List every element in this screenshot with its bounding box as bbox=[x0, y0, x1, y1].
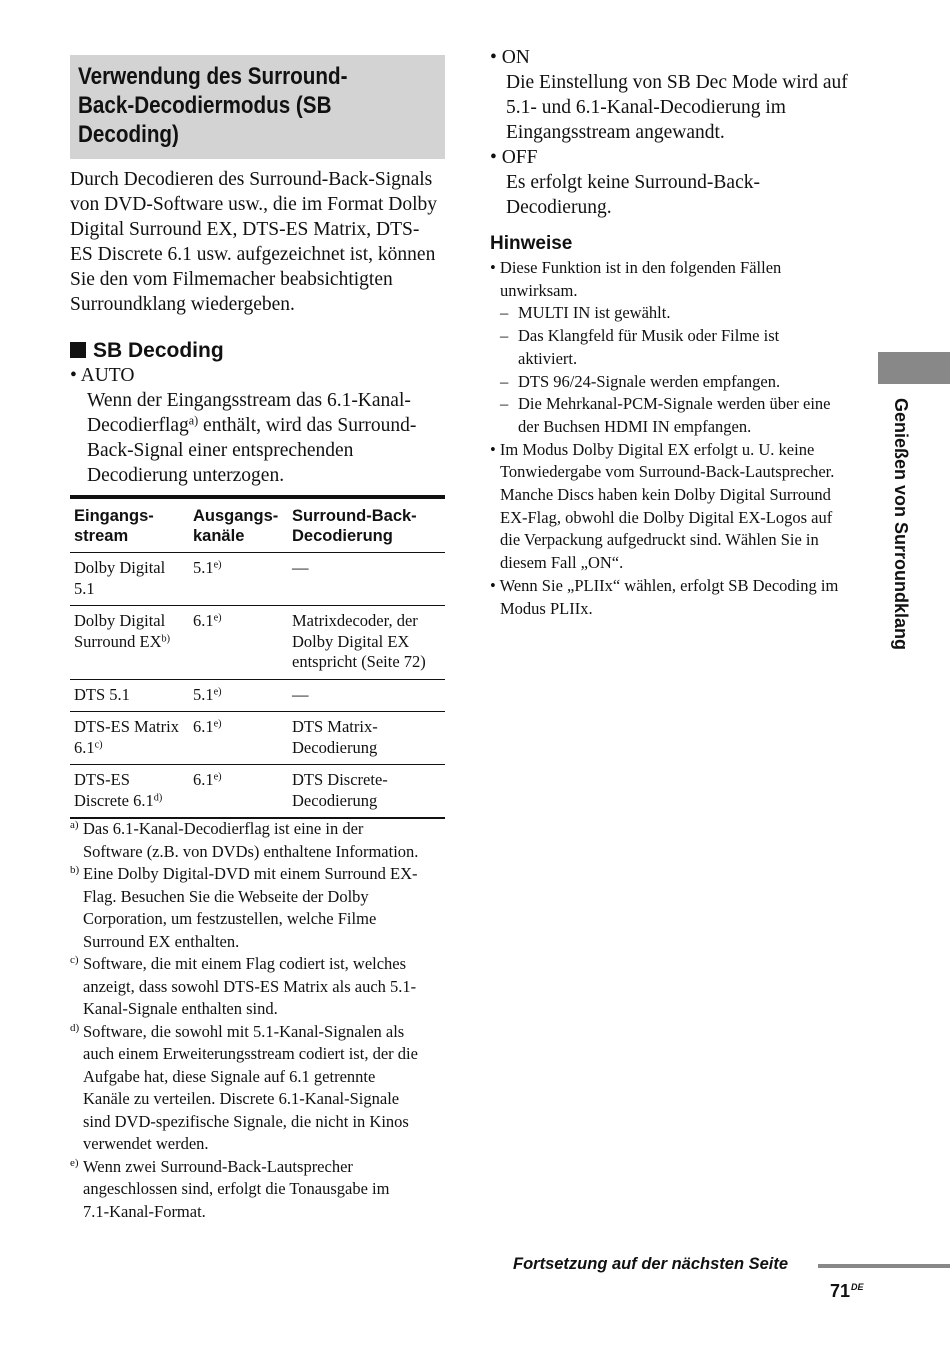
table-row: DTS 5.1 5.1$^{e)}$ — bbox=[70, 679, 445, 712]
table-header-row bbox=[70, 497, 445, 553]
off-option-label: • OFF bbox=[490, 147, 538, 168]
sb-decoding-heading: SB Decoding bbox=[70, 338, 224, 364]
table-row: DTS-ES Matrix 6.1$^{c)}$ 6.1$^{e)}$ DTS Matrix- Decodierung bbox=[70, 712, 445, 765]
chapter-side-label: Genießen von Surroundklang bbox=[891, 398, 911, 651]
section-title: Verwendung des Surround- Back-Decodiermodus (SB Decoding) bbox=[78, 63, 348, 148]
chapter-tab-marker bbox=[878, 352, 950, 384]
header-output-channels: Ausgangs- kanäle bbox=[189, 497, 288, 553]
continued-rule bbox=[818, 1264, 950, 1268]
header-input-stream: Eingangs- stream bbox=[70, 497, 189, 553]
footnote-a: a) Das 6.1-Kanal-Decodierflag ist eine in der Software (z.B. von DVDs) enthaltene Information. bbox=[70, 819, 419, 861]
footnote-d: d) Software, die sowohl mit 5.1-Kanal-Signalen als auch einem Erweiterungsstream codiert ist, der die Aufgabe hat, diese Signale auf 6.1 getrennte Kanäle zu verteilen. Discrete 6.1-Kanal-Signale sind DVD-spezifische Signale, die nicht in Kinos verwendet werden. bbox=[70, 1021, 418, 1153]
notes-heading: Hinweise bbox=[490, 233, 573, 254]
footnote-c: c) Software, die mit einem Flag codiert ist, welches anzeigt, dass sowohl DTS-ES Matrix als auch 5.1- Kanal-Signale enthalten sind. bbox=[70, 954, 417, 1018]
decoding-table bbox=[70, 495, 445, 819]
table-row: Dolby Digital 5.1 5.1$^{e)}$ — bbox=[70, 553, 445, 606]
square-bullet-icon bbox=[70, 342, 86, 358]
section-title-box bbox=[70, 55, 445, 159]
footnotes bbox=[70, 818, 450, 1223]
notes-list: • Diese Funktion ist in den folgenden Fällen unwirksam. – MULTI IN ist gewählt. – Das Klangfeld für Musik oder Filme ist aktiviert. – DTS 96/24-Signale werden empfangen. – Die Mehrkanal-PCM-Signale werden über eine der Buchsen HDMI IN empfangen. • Im Modus Dolby Digital EX erfolgt u. U. keine Tonwiedergabe vom Surround-Back-Lautsprecher. Manche Discs haben kein Dolby Digital Surround EX-Flag, obwohl die Dolby Digital EX-Logos auf die Verpackung aufgedruckt sind. Wählen Sie in diesem Fall „ON“. • Wenn Sie „PLIIx“ wählen, erfolgt SB Decoding im Modus PLIIx. bbox=[490, 258, 839, 618]
table-row: DTS-ES Discrete 6.1$^{d)}$ 6.1$^{e)}$ DTS Discrete- Decodierung bbox=[70, 765, 445, 819]
footnote-b: b) Eine Dolby Digital-DVD mit einem Surround EX- Flag. Besuchen Sie die Webseite der Dolby Corporation, um festzustellen, welche Filme Surround EX enthalten. bbox=[70, 864, 418, 951]
header-surround-back-decoding: Surround-Back- Decodierung bbox=[288, 497, 445, 553]
continued-next-page: Fortsetzung auf der nächsten Seite bbox=[513, 1255, 789, 1273]
on-option-label: • ON bbox=[490, 47, 530, 68]
intro-paragraph: Durch Decodieren des Surround-Back-Signals von DVD-Software usw., die im Format Dolby Digital Surround EX, DTS-ES Matrix, DTS- ES Discrete 6.1 usw. aufgezeichnet ist, können Sie den vom Filmemacher beabsichtigten Surroundklang wiedergeben. bbox=[70, 169, 438, 315]
table-row: Dolby Digital Surround EX$^{b)}$ 6.1$^{e)}$ Matrixdecoder, der Dolby Digital EX entspricht (Seite 72) bbox=[70, 606, 445, 680]
footnote-e: e) Wenn zwei Surround-Back-Lautsprecher angeschlossen sind, erfolgt die Tonausgabe im 7.1-Kanal-Format. bbox=[70, 1156, 390, 1221]
page-number: 71DE bbox=[830, 1281, 864, 1301]
on-off-options: • ON Die Einstellung von SB Dec Mode wird auf 5.1- und 6.1-Kanal-Decodierung im Eingangsstream angewandt. • OFF Es erfolgt keine Surround-Back- Decodierung. bbox=[490, 45, 880, 220]
auto-option: • AUTO Wenn der Eingangsstream das 6.1-Kanal- Decodierflag$^{a)}$ enthält, wird das Surround- Back-Signal einer entsprechenden Decodierung unterzogen. bbox=[70, 365, 417, 486]
